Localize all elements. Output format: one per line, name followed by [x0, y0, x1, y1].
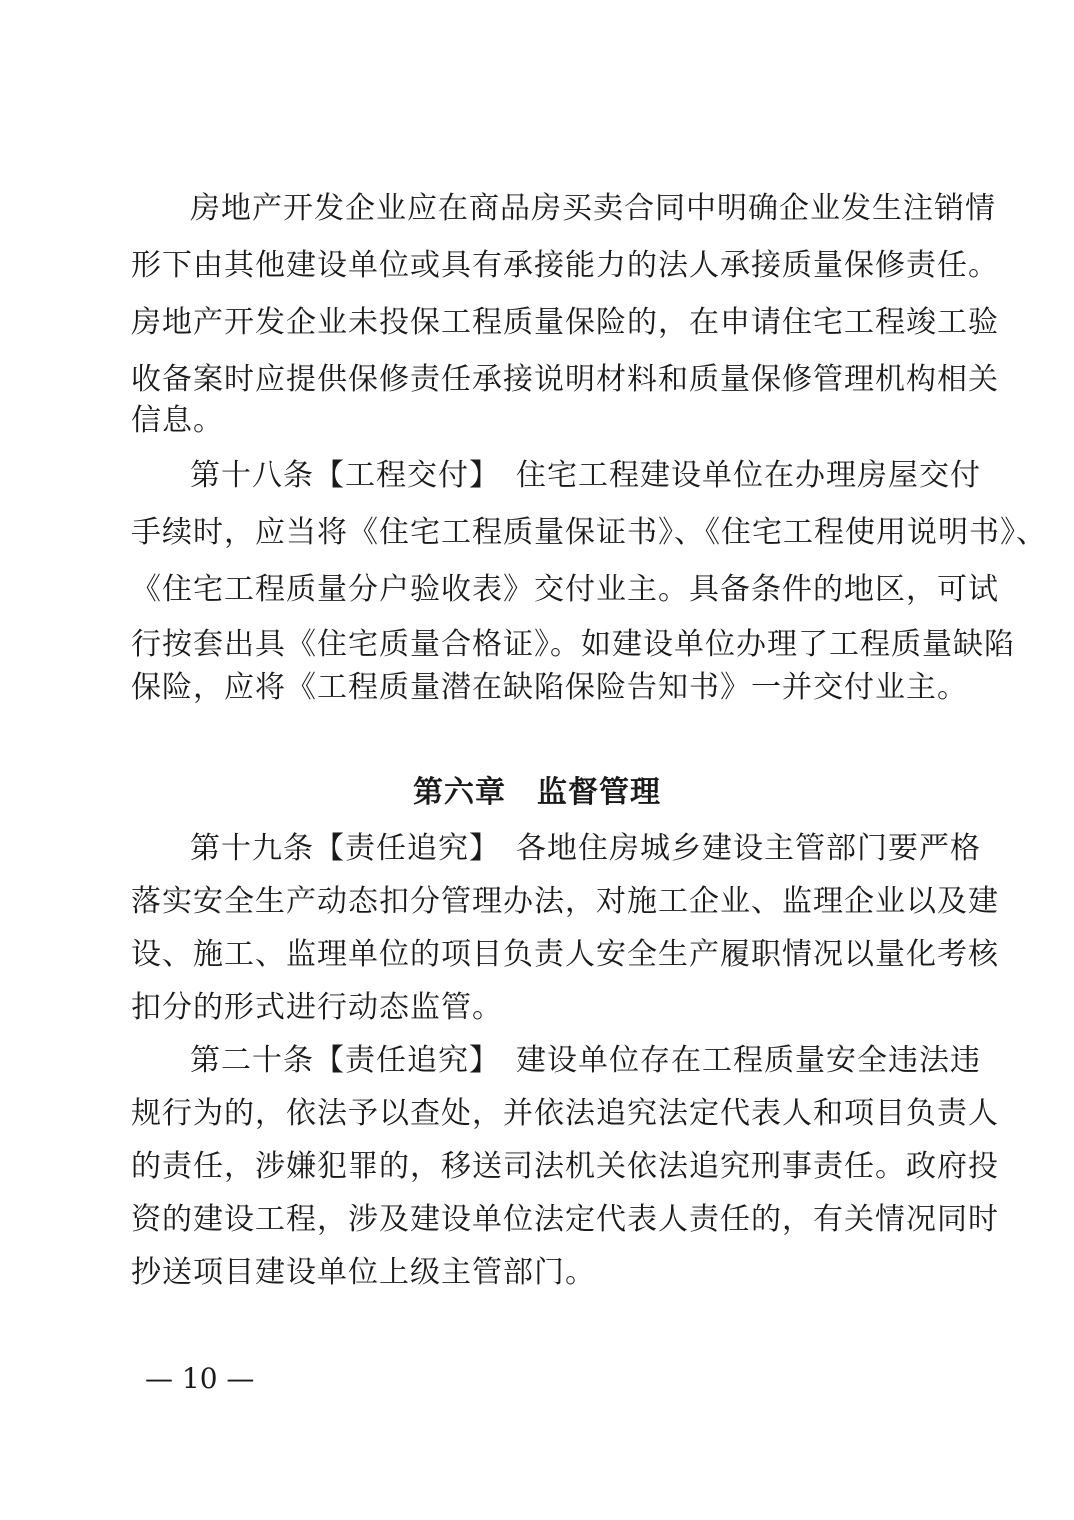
- article-18-label: 第十八条【工程交付】: [190, 458, 485, 493]
- paragraph-line: 抄送项目建设单位上级主管部门。: [131, 1255, 596, 1290]
- paragraph-line: 扣分的形式进行动态监管。: [131, 990, 503, 1025]
- article-20-label: 第二十条【责任追究】: [190, 1043, 485, 1078]
- chapter-heading: 第六章 监督管理: [413, 775, 661, 810]
- article-19-text: 各地住房城乡建设主管部门要严格: [516, 831, 981, 866]
- paragraph-line: 形下由其他建设单位或具有承接能力的法人承接质量保修责任。: [131, 248, 999, 283]
- paragraph-line: 手续时，应当将《住宅工程质量保证书》、《住宅工程使用说明书》、: [131, 515, 1047, 550]
- paragraph-line: 《住宅工程质量分户验收表》交付业主。具备条件的地区，可试: [131, 572, 999, 607]
- article-18-text: 住宅工程建设单位在办理房屋交付: [516, 458, 981, 493]
- paragraph-line: 房地产开发企业未投保工程质量保险的，在申请住宅工程竣工验: [131, 305, 999, 340]
- paragraph-line: 行按套出具《住宅质量合格证》。如建设单位办理了工程质量缺陷: [131, 627, 1015, 662]
- paragraph-line: 房地产开发企业应在商品房买卖合同中明确企业发生注销情: [190, 191, 996, 226]
- page-number: — 10 —: [145, 1362, 255, 1395]
- paragraph-line: 收备案时应提供保修责任承接说明材料和质量保修管理机构相关: [131, 362, 999, 397]
- article-20-first-line: [190, 1032, 981, 1090]
- paragraph-line: 信息。: [131, 403, 224, 438]
- paragraph-line: 落实安全生产动态扣分管理办法，对施工企业、监理企业以及建: [131, 884, 999, 919]
- paragraph-line: 资的建设工程，涉及建设单位法定代表人责任的，有关情况同时: [131, 1202, 999, 1237]
- paragraph-line: 的责任，涉嫌犯罪的，移送司法机关依法追究刑事责任。政府投: [131, 1149, 999, 1184]
- paragraph-line: 设、施工、监理单位的项目负责人安全生产履职情况以量化考核: [131, 937, 999, 972]
- paragraph-line: 规行为的，依法予以查处，并依法追究法定代表人和项目负责人: [131, 1096, 999, 1131]
- article-19-label: 第十九条【责任追究】: [190, 831, 485, 866]
- article-20-text: 建设单位存在工程质量安全违法违: [516, 1043, 981, 1078]
- paragraph-line: 保险，应将《工程质量潜在缺陷保险告知书》一并交付业主。: [131, 670, 968, 705]
- article-19-first-line: [190, 820, 981, 878]
- article-18-first-line: [190, 447, 981, 505]
